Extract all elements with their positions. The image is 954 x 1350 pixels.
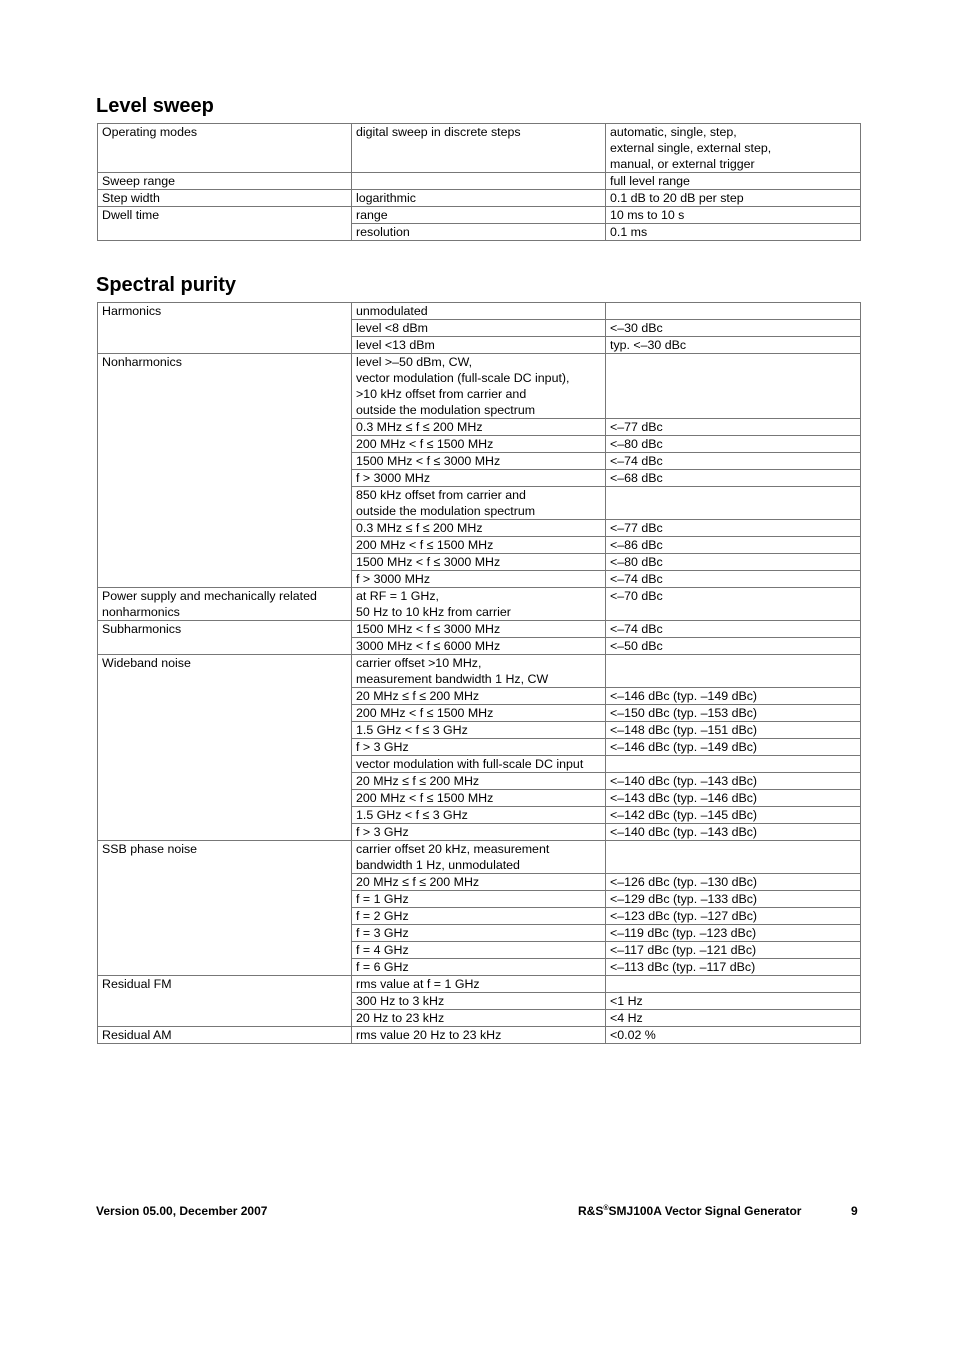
value-cell: <–150 dBc (typ. –153 dBc) [606, 705, 861, 722]
condition-cell: 850 kHz offset from carrier and outside the modulation spectrum [352, 487, 606, 520]
value-cell: <–140 dBc (typ. –143 dBc) [606, 773, 861, 790]
value-cell: <–126 dBc (typ. –130 dBc) [606, 874, 861, 891]
table-row [98, 173, 861, 190]
param-name-cell: Residual AM [98, 1027, 352, 1044]
condition-cell: level <8 dBm [352, 320, 606, 337]
condition-cell: 300 Hz to 3 kHz [352, 993, 606, 1010]
condition-cell: f = 3 GHz [352, 925, 606, 942]
footer-product-name: SMJ100A Vector Signal Generator [608, 1204, 802, 1218]
value-cell [606, 841, 861, 874]
value-cell: <–146 dBc (typ. –149 dBc) [606, 688, 861, 705]
param-name-cell: Harmonics [98, 303, 352, 354]
footer-brand: R&S [578, 1204, 604, 1218]
value-cell: <–146 dBc (typ. –149 dBc) [606, 739, 861, 756]
spectral-purity-table [97, 302, 861, 1044]
condition-cell: 200 MHz < f ≤ 1500 MHz [352, 537, 606, 554]
table-row [98, 976, 861, 993]
param-name-cell: Residual FM [98, 976, 352, 1027]
footer-version: Version 05.00, December 2007 [96, 1204, 268, 1218]
value-cell: <–50 dBc [606, 638, 861, 655]
condition-cell: 1.5 GHz < f ≤ 3 GHz [352, 722, 606, 739]
condition-cell: rms value 20 Hz to 23 kHz [352, 1027, 606, 1044]
value-cell: <–77 dBc [606, 520, 861, 537]
page-number: 9 [851, 1204, 858, 1218]
table-row [98, 190, 861, 207]
value-cell: <–68 dBc [606, 470, 861, 487]
value-cell [606, 756, 861, 773]
value-cell: <–113 dBc (typ. –117 dBc) [606, 959, 861, 976]
condition-cell: carrier offset 20 kHz, measurement bandwidth 1 Hz, unmodulated [352, 841, 606, 874]
condition-cell: f = 4 GHz [352, 942, 606, 959]
param-name-cell: Step width [98, 190, 352, 207]
table-row [98, 841, 861, 874]
table-row [98, 354, 861, 419]
value-cell: <–148 dBc (typ. –151 dBc) [606, 722, 861, 739]
table-row [98, 1027, 861, 1044]
condition-cell: 0.3 MHz ≤ f ≤ 200 MHz [352, 520, 606, 537]
value-cell: <–77 dBc [606, 419, 861, 436]
value-cell: <–70 dBc [606, 588, 861, 621]
condition-cell: 20 MHz ≤ f ≤ 200 MHz [352, 773, 606, 790]
value-cell: 0.1 dB to 20 dB per step [606, 190, 861, 207]
value-cell: <–123 dBc (typ. –127 dBc) [606, 908, 861, 925]
value-cell: <–80 dBc [606, 554, 861, 571]
param-name-cell: Operating modes [98, 124, 352, 173]
condition-cell: 200 MHz < f ≤ 1500 MHz [352, 790, 606, 807]
condition-cell: f = 6 GHz [352, 959, 606, 976]
value-cell: 0.1 ms [606, 224, 861, 241]
condition-cell: f > 3000 MHz [352, 571, 606, 588]
table-row [98, 207, 861, 224]
condition-cell: 3000 MHz < f ≤ 6000 MHz [352, 638, 606, 655]
value-cell: 10 ms to 10 s [606, 207, 861, 224]
value-cell: <–86 dBc [606, 537, 861, 554]
table-row [98, 621, 861, 638]
condition-cell: 0.3 MHz ≤ f ≤ 200 MHz [352, 419, 606, 436]
table-row [98, 655, 861, 688]
param-name-cell: Nonharmonics [98, 354, 352, 588]
condition-cell: level >–50 dBm, CW, vector modulation (full-scale DC input), >10 kHz offset from carrier and outside the modulation spectrum [352, 354, 606, 419]
condition-cell: 20 MHz ≤ f ≤ 200 MHz [352, 874, 606, 891]
registered-mark: ® [603, 1205, 609, 1212]
value-cell: <–119 dBc (typ. –123 dBc) [606, 925, 861, 942]
level-sweep-table [97, 123, 861, 241]
value-cell: <1 Hz [606, 993, 861, 1010]
condition-cell [352, 173, 606, 190]
value-cell: full level range [606, 173, 861, 190]
value-cell: automatic, single, step, external single, external step, manual, or external trigger [606, 124, 861, 173]
param-name-cell: Wideband noise [98, 655, 352, 841]
condition-cell: at RF = 1 GHz, 50 Hz to 10 kHz from carrier [352, 588, 606, 621]
table-row [98, 303, 861, 320]
value-cell [606, 354, 861, 419]
value-cell: <–143 dBc (typ. –146 dBc) [606, 790, 861, 807]
value-cell: <–117 dBc (typ. –121 dBc) [606, 942, 861, 959]
param-name-cell: Sweep range [98, 173, 352, 190]
condition-cell: logarithmic [352, 190, 606, 207]
value-cell: <–74 dBc [606, 571, 861, 588]
footer-product [578, 1204, 801, 1219]
value-cell [606, 976, 861, 993]
condition-cell: f = 1 GHz [352, 891, 606, 908]
value-cell: <–129 dBc (typ. –133 dBc) [606, 891, 861, 908]
param-name-cell: Dwell time [98, 207, 352, 241]
param-name-cell: Subharmonics [98, 621, 352, 655]
condition-cell: f = 2 GHz [352, 908, 606, 925]
condition-cell: f > 3000 MHz [352, 470, 606, 487]
condition-cell: level <13 dBm [352, 337, 606, 354]
value-cell: <0.02 % [606, 1027, 861, 1044]
condition-cell: resolution [352, 224, 606, 241]
condition-cell: rms value at f = 1 GHz [352, 976, 606, 993]
condition-cell: 200 MHz < f ≤ 1500 MHz [352, 436, 606, 453]
value-cell: typ. <–30 dBc [606, 337, 861, 354]
condition-cell: 1500 MHz < f ≤ 3000 MHz [352, 453, 606, 470]
condition-cell: 20 MHz ≤ f ≤ 200 MHz [352, 688, 606, 705]
table-row [98, 124, 861, 173]
condition-cell: range [352, 207, 606, 224]
condition-cell: f > 3 GHz [352, 739, 606, 756]
value-cell: <–140 dBc (typ. –143 dBc) [606, 824, 861, 841]
condition-cell: 1500 MHz < f ≤ 3000 MHz [352, 554, 606, 571]
param-name-cell: Power supply and mechanically related nonharmonics [98, 588, 352, 621]
value-cell: <–74 dBc [606, 453, 861, 470]
value-cell: <–30 dBc [606, 320, 861, 337]
value-cell [606, 303, 861, 320]
condition-cell: 200 MHz < f ≤ 1500 MHz [352, 705, 606, 722]
table-row [98, 588, 861, 621]
condition-cell: vector modulation with full-scale DC input [352, 756, 606, 773]
value-cell: <4 Hz [606, 1010, 861, 1027]
value-cell: <–142 dBc (typ. –145 dBc) [606, 807, 861, 824]
value-cell: <–80 dBc [606, 436, 861, 453]
condition-cell: f > 3 GHz [352, 824, 606, 841]
value-cell [606, 487, 861, 520]
param-name-cell: SSB phase noise [98, 841, 352, 976]
condition-cell: digital sweep in discrete steps [352, 124, 606, 173]
condition-cell: carrier offset >10 MHz, measurement bandwidth 1 Hz, CW [352, 655, 606, 688]
section-title-level-sweep: Level sweep [96, 95, 214, 117]
value-cell: <–74 dBc [606, 621, 861, 638]
condition-cell: unmodulated [352, 303, 606, 320]
section-title-spectral-purity: Spectral purity [96, 274, 237, 296]
value-cell [606, 655, 861, 688]
condition-cell: 1.5 GHz < f ≤ 3 GHz [352, 807, 606, 824]
condition-cell: 1500 MHz < f ≤ 3000 MHz [352, 621, 606, 638]
condition-cell: 20 Hz to 23 kHz [352, 1010, 606, 1027]
